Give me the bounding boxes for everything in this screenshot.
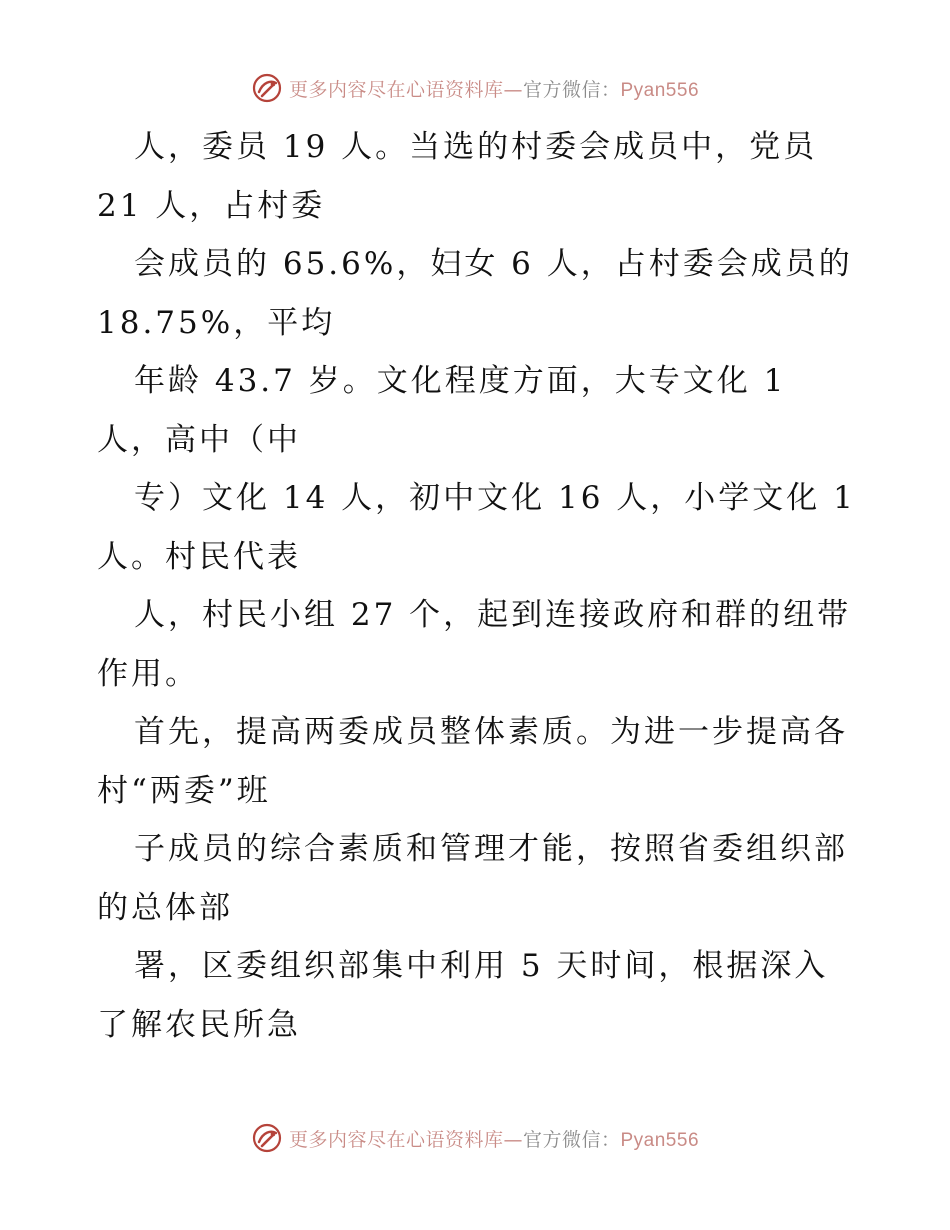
watermark-account: Pyan556	[620, 79, 700, 101]
watermark-secondary-text: 官方微信：	[522, 78, 621, 101]
paragraph-continuation-line: 的总体部	[97, 889, 233, 926]
paragraph-continuation-line: 18.75%，平均	[97, 304, 336, 341]
paragraph-continuation-line: 了解农民所急	[97, 1006, 301, 1043]
paragraph-first-line: 年龄 43.7 岁。文化程度方面，大专文化 1	[134, 363, 787, 399]
paragraph	[97, 586, 857, 703]
seal-logo-icon	[251, 72, 283, 104]
footer-watermark	[0, 1122, 950, 1154]
paragraph-first-line: 人，村民小组 27 个，起到连接政府和群的纽带	[134, 597, 852, 633]
paragraph-first-line: 子成员的综合素质和管理才能，按照省委组织部	[134, 831, 848, 867]
document-body	[97, 118, 857, 1054]
paragraph-continuation-line: 21 人，占村委	[97, 187, 326, 224]
paragraph-continuation-line: 村“两委”班	[97, 772, 271, 809]
paragraph	[97, 352, 857, 469]
paragraph	[97, 118, 857, 235]
header-watermark	[0, 72, 950, 104]
paragraph-continuation-line: 作用。	[97, 655, 199, 692]
paragraph-first-line: 会成员的 65.6%，妇女 6 人，占村委会成员的	[134, 246, 853, 282]
paragraph	[97, 703, 857, 820]
watermark-account: Pyan556	[620, 1129, 700, 1151]
paragraph	[97, 235, 857, 352]
watermark-dash: —	[503, 78, 523, 101]
paragraph	[97, 820, 857, 937]
paragraph	[97, 937, 857, 1054]
paragraph-first-line: 专）文化 14 人，初中文化 16 人，小学文化 1	[134, 480, 856, 516]
paragraph-first-line: 人，委员 19 人。当选的村委会成员中，党员	[134, 129, 818, 165]
paragraph-continuation-line: 人，高中（中	[97, 421, 301, 458]
paragraph-first-line: 首先，提高两委成员整体素质。为进一步提高各	[134, 714, 848, 750]
paragraph-continuation-line: 人。村民代表	[97, 538, 301, 575]
paragraph-first-line: 署，区委组织部集中利用 5 天时间，根据深入	[134, 948, 829, 984]
watermark-primary-text: 更多内容尽在心语资料库	[288, 78, 504, 101]
seal-logo-icon	[251, 1122, 283, 1154]
watermark-primary-text: 更多内容尽在心语资料库	[288, 1128, 504, 1151]
watermark-dash: —	[503, 1128, 523, 1151]
watermark-secondary-text: 官方微信：	[522, 1128, 621, 1151]
paragraph	[97, 469, 857, 586]
